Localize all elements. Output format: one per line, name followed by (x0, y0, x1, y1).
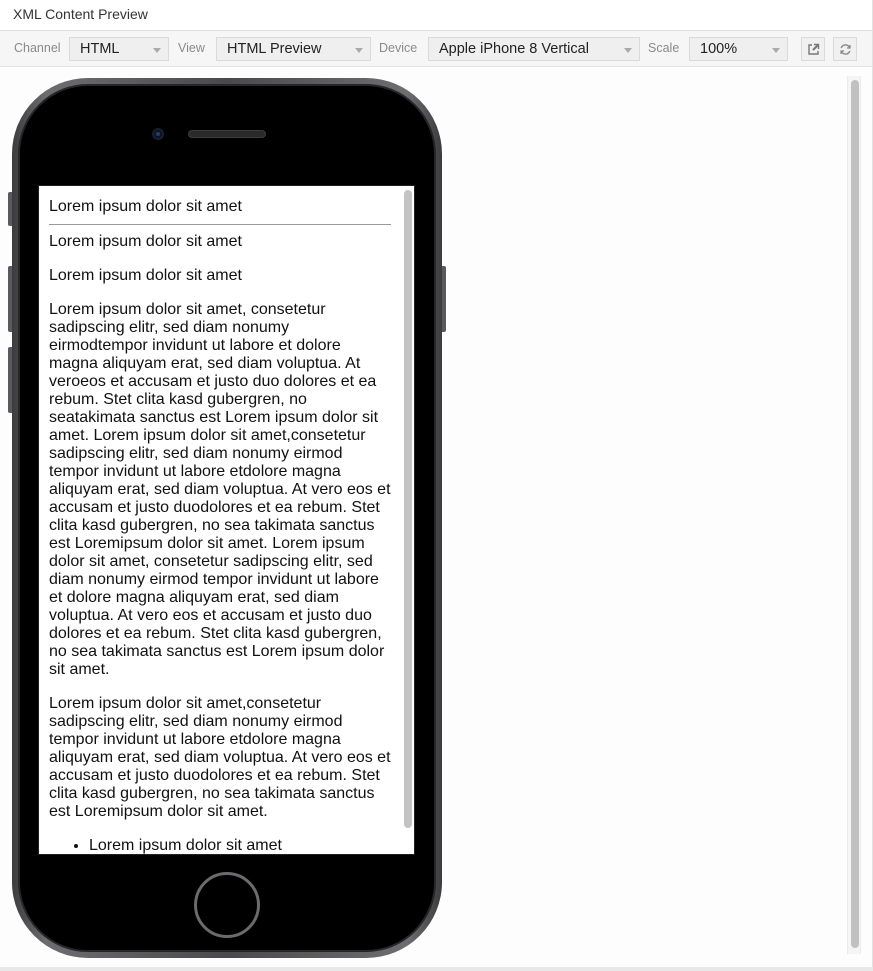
toolbar (0, 31, 873, 67)
paragraph-2: Lorem ipsum dolor sit amet,consetetur sadipscing elitr, sed diam nonumy eirmod tempor invidunt ut labore etdolore magna aliquyam erat, sed diam voluptua. At vero eos et accusam et justo duodolores et ea rebum. Stet clita kasd gubergren, no sea takimata sanctus est Loremipsum dolor sit amet. (49, 695, 391, 820)
preview-scrollbar[interactable] (847, 76, 861, 954)
channel-select[interactable] (69, 37, 169, 61)
external-link-icon (807, 43, 820, 56)
speaker-grille (188, 130, 266, 138)
view-select[interactable] (216, 37, 371, 61)
divider (49, 224, 391, 225)
chevron-down-icon (772, 48, 780, 53)
view-label: View (178, 41, 205, 55)
device-label: Device (379, 41, 418, 55)
screen-scrollbar-thumb[interactable] (404, 190, 412, 828)
chevron-down-icon (624, 48, 632, 53)
channel-value: HTML (80, 41, 120, 57)
scale-label: Scale (648, 41, 680, 55)
device-screen (38, 185, 415, 855)
bottom-border (0, 967, 873, 971)
home-button (194, 872, 260, 938)
chevron-down-icon (355, 48, 363, 53)
scale-value: 100% (700, 41, 738, 57)
title-bar (0, 0, 873, 31)
scale-select[interactable] (689, 37, 788, 61)
heading-3: Lorem ipsum dolor sit amet (49, 267, 242, 284)
camera-icon (152, 128, 164, 140)
refresh-button[interactable] (833, 37, 857, 61)
list-item: • Lorem ipsum dolor sit amet (89, 837, 391, 855)
window-title: XML Content Preview (13, 6, 148, 22)
heading-1: Lorem ipsum dolor sit amet (49, 198, 242, 215)
paragraph-1: Lorem ipsum dolor sit amet, consetetur sadipscing elitr, sed diam nonumy eirmodtempor invidunt ut labore et dolore magna aliquyam erat, sed diam voluptua. At veroeos et accusam et justo duo dolores et ea rebum. Stet clita kasd gubergren, no seatakimata sanctus est Lorem ipsum dolor sit amet. Lorem ipsum dolor sit amet,consetetur sadipscing elitr, sed diam nonumy eirmod tempor invidunt ut labore etdolore magna aliquyam erat, sed diam voluptua. At vero eos et accusam et justo duodolores et ea rebum. Stet clita kasd gubergren, no sea takimata sanctus est Loremipsum dolor sit amet. Lorem ipsum dolor sit amet, consetetur sadipscing elitr, sed diam nonumy eirmod tempor invidunt ut labore et dolore magna aliquyam erat, sed diam voluptua. At vero eos et accusam et justo duo dolores et ea rebum. Stet clita kasd gubergren, no sea takimata sanctus est Lorem ipsum dolor sit amet. (49, 301, 391, 678)
open-external-button[interactable] (801, 37, 825, 61)
preview-content (49, 186, 391, 855)
refresh-icon (839, 43, 852, 56)
view-value: HTML Preview (227, 41, 322, 57)
heading-2: Lorem ipsum dolor sit amet (49, 233, 242, 250)
screen-scrollbar[interactable] (403, 188, 413, 826)
device-select[interactable] (428, 37, 640, 61)
chevron-down-icon (153, 48, 161, 53)
channel-label: Channel (14, 41, 61, 55)
preview-scrollbar-thumb[interactable] (851, 80, 859, 948)
device-value: Apple iPhone 8 Vertical (439, 41, 589, 57)
bullet-list (49, 837, 391, 855)
